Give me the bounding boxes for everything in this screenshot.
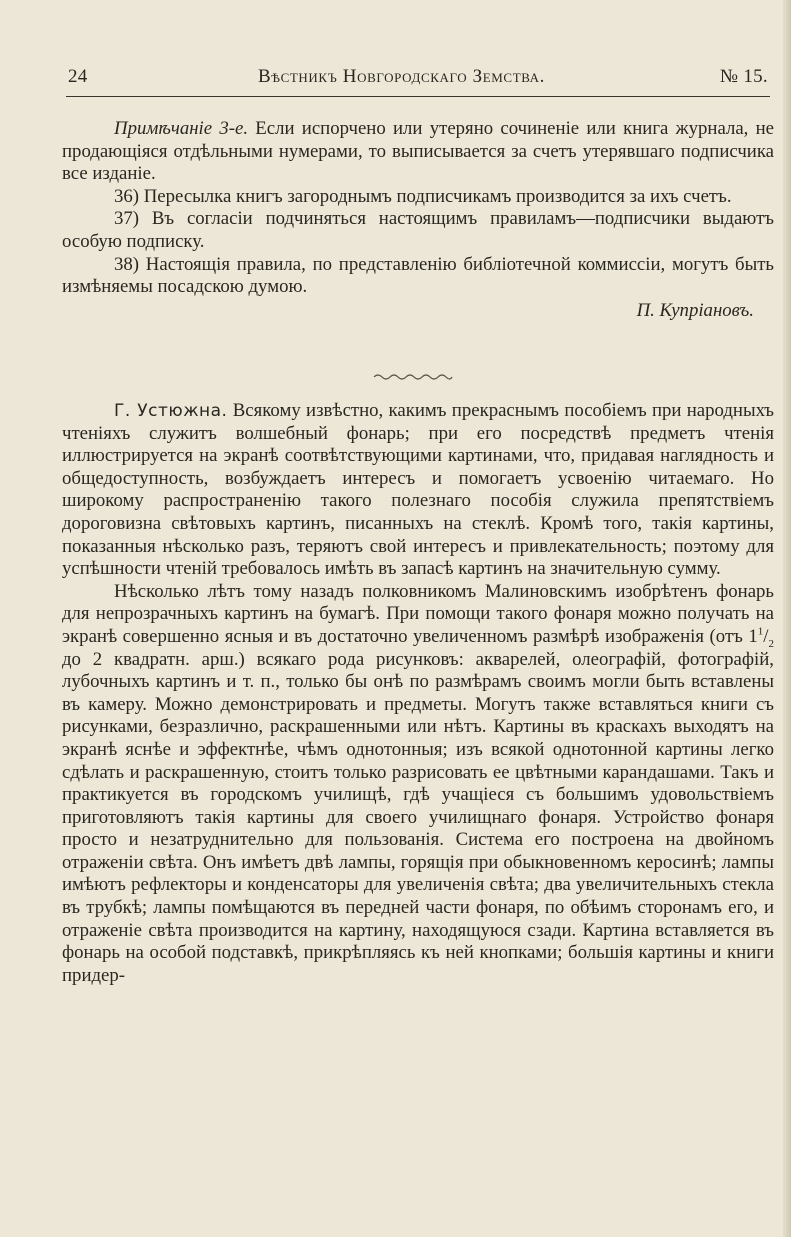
- note-text: Если испорчено или утеряно сочиненіе или книга журнала, не продающіяся отдѣльными нумерами, то выписывается за счетъ утерявшаго подписчика все изданіе.: [62, 118, 774, 185]
- running-head: [68, 64, 768, 94]
- article-text-2b: до 2 квадратн. арш.) всякаго рода рисунковъ: акварелей, олеографій, фотографій, лубочныхъ картинъ и т. п., только бы онѣ по размѣрамъ своимъ могли быть вставлены въ камеру. Можно демонстрировать и предметы. Могутъ также вставляться книги съ рисунками, безразлично, раскрашенными или нѣтъ. Картины въ краскахъ выходятъ на экранѣ яснѣе и эффектнѣе, чѣмъ однотонныя; изъ всякой однотонной картины легко сдѣлать и раскрашенную, стоитъ только разрисовать ее цвѣтными карандашами. Такъ и практикуется въ городскомъ училищѣ, гдѣ учащіеся съ большимъ удовольствіемъ приготовляютъ такія картины для своего училищнаго фонаря. Устройство фонаря просто и незатруднительно для пользованія. Система его построена на двойномъ отраженіи свѣта. Онъ имѣетъ двѣ лампы, горящія при обыкновенномъ керосинѣ; лампы имѣютъ рефлекторы и конденсаторы для увеличенія свѣта; два увеличительныхъ стекла въ трубкѣ; лампы помѣщаются въ передней части фонаря, по обѣимъ сторонамъ его, и отраженіе свѣта производится на картину, находящуюся сзади. Картина вставляется въ фонарь на особой подставкѣ, прикрѣпляясь къ ней кнопками; большія картины и книги придер-: [62, 648, 774, 986]
- page-number: 24: [68, 66, 88, 87]
- rules-section: [62, 118, 774, 322]
- note-paragraph: [62, 118, 774, 186]
- ustyuzhna-article: [62, 400, 774, 987]
- place-heading: Г. Устюжна.: [114, 401, 228, 421]
- rule-37: 37) Въ согласіи подчиняться настоящимъ правиламъ—подписчики выдаютъ особую подписку.: [62, 208, 774, 252]
- rule-38: 38) Настоящія правила, по представленію библіотечной коммиссіи, могутъ быть измѣняемы посадскою думою.: [62, 253, 774, 298]
- issue-number: № 15.: [719, 66, 768, 87]
- article-paragraph-2: Нѣсколько лѣтъ тому назадъ полковникомъ Малиновскимъ изобрѣтенъ фонарь для непрозрачныхъ картинъ на бумагѣ. При помощи такого фонаря можно получать на экранѣ совершенно ясныя и въ достаточно увеличенномъ размѣрѣ изображенія (отъ $1^1/_2$ до 2 квадратн. арш.) всякаго рода рисунковъ: акварелей, олеографій, фотографій, лубочныхъ картинъ и т. п., только бы онѣ по размѣрамъ своимъ могли быть вставлены въ камеру. Можно демонстрировать и предметы. Могутъ также вставляться книги съ рисунками, безразлично, раскрашенными или нѣтъ. Картины въ краскахъ выходятъ на экранѣ яснѣе и эффектнѣе, чѣмъ однотонныя; изъ всякой однотонной картины легко сдѣлать и раскрашенную, стоитъ только разрисовать ее цвѣтными карандашами. Такъ и практикуется въ городскомъ училищѣ, гдѣ учащіеся съ большимъ удовольствіемъ приготовляютъ такія картины для своего училищнаго фонаря. Устройство фонаря просто и незатруднительно для пользованія. Система его построена на двойномъ отраженіи свѣта. Онъ имѣетъ двѣ лампы, горящія при обыкновенномъ керосинѣ; лампы имѣютъ рефлекторы и конденсаторы для увеличенія свѣта; два увеличительныхъ стекла въ трубкѣ; лампы помѣщаются въ передней части фонаря, по обѣимъ сторонамъ его, и отраженіе свѣта производится на картину, находящуюся сзади. Картина вставляется въ фонарь на особой подставкѣ, прикрѣпляясь къ ней кнопками; большія картины и книги придер-: [62, 580, 774, 986]
- page-edge-shadow: [783, 0, 791, 1237]
- fraction-numerator: 1: [757, 625, 764, 638]
- article-paragraph-1: [62, 400, 774, 581]
- article-text-1: Всякому извѣстно, какимъ прекраснымъ пособіемъ при народныхъ чтеніяхъ служитъ волшебный фонарь; при его посредствѣ предметъ чтенія иллюстрируется на экранѣ соотвѣтствующими картинами, что, придавая наглядность и общедоступность, возбуждаетъ интересъ и помогаетъ усвоенію читаемаго. Но широкому распространенію такого полезнаго пособія служила препятствіемъ дороговизна свѣтовыхъ картинъ, писанныхъ на стеклѣ. Кромѣ того, такія картины, показанныя нѣсколько разъ, теряютъ свой интересъ и привлекательность; поэтому для успѣшности чтеній требовалось имѣть въ запасѣ картинъ на значительную сумму.: [62, 400, 774, 580]
- article-text-2a: Нѣсколько лѣтъ тому назадъ полковникомъ Малиновскимъ изобрѣтенъ фонарь для непрозрачныхъ картинъ на бумагѣ. При помощи такого фонаря можно получать на экранѣ совершенно ясныя и въ достаточно увеличенномъ размѣрѣ изображенія (отъ 1: [62, 580, 774, 647]
- signature: П. Купріановъ.: [636, 299, 754, 321]
- rule-36: 36) Пересылка книгъ загороднымъ подписчикамъ производится за ихъ счетъ.: [114, 185, 732, 207]
- header-rule: [66, 96, 770, 97]
- note-label: Примѣчаніе 3-е.: [114, 118, 249, 139]
- journal-title: Вѣстникъ Новгородскаго Земства.: [258, 66, 546, 87]
- fraction-denominator: 2: [768, 637, 774, 650]
- wavy-divider-ornament: [372, 370, 454, 382]
